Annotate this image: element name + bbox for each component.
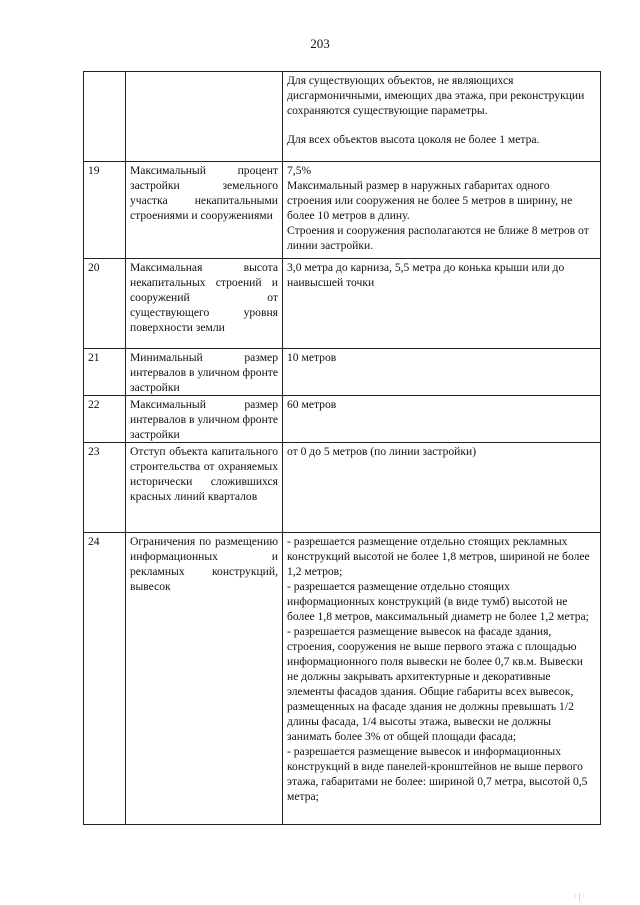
row-name: Максимальный размер интервалов в уличном фронте застройки bbox=[126, 396, 283, 443]
row-number-cell bbox=[84, 72, 126, 162]
row-value: 60 метров bbox=[283, 396, 601, 443]
table-row-continuation bbox=[84, 72, 601, 162]
row-value: - разрешается размещение отдельно стоящих рекламных конструкций высотой не более 1,8 метров, шириной не более 1,2 метров; - разрешается размещение отдельно стоящих информационных конструкций (в виде тумб) высотой не более 1,8 метров, максимальный диаметр не более 1,2 метра; - разрешается размещение вывесок на фасаде здания, строения, сооружения не выше первого этажа с площадью информационного поля вывески не более 0,7 кв.м. Вывески не должны закрывать архитектурные и декоративные элементы фасадов здания. Общие габариты всех вывесок, размещенных на фасаде здания не должны превышать 1/2 длины фасада, 1/4 высоты этажа, вывески не должны занимать более 3% от общей площади фасада; - разрешается размещение вывесок и информационных конструкций в виде панелей-кронштейнов не выше первого этажа, габаритами не более: шириной 0,7 метра, высотой 0,5 метра; bbox=[283, 533, 601, 825]
table-row bbox=[84, 349, 601, 396]
regulations-table bbox=[83, 71, 601, 825]
row-number: 22 bbox=[84, 396, 126, 443]
row-name: Максимальный процент застройки земельного участка некапитальными строениями и сооружениями bbox=[126, 162, 283, 259]
row-number: 20 bbox=[84, 259, 126, 349]
row-value-cell bbox=[283, 72, 601, 162]
row-number: 24 bbox=[84, 533, 126, 825]
scan-artifact: · | · bbox=[574, 892, 585, 901]
row-value: 3,0 метра до карниза, 5,5 метра до конька крыши или до наивысшей точки bbox=[283, 259, 601, 349]
table-row bbox=[84, 396, 601, 443]
row-value: от 0 до 5 метров (по линии застройки) bbox=[283, 443, 601, 533]
table-row bbox=[84, 259, 601, 349]
table-row bbox=[84, 162, 601, 259]
row-name-cell bbox=[126, 72, 283, 162]
row-value: 7,5% Максимальный размер в наружных габаритах одного строения или сооружения не более 5 метров в ширину, не более 10 метров в длину. Строения и сооружения располагаются не ближе 8 метров от линии застройки. bbox=[283, 162, 601, 259]
continuation-text-2: Для всех объектов высота цоколя не более 1 метра. bbox=[287, 133, 540, 146]
table-row bbox=[84, 533, 601, 825]
page-number: 203 bbox=[310, 36, 330, 51]
row-number: 23 bbox=[84, 443, 126, 533]
row-name: Минимальный размер интервалов в уличном фронте застройки bbox=[126, 349, 283, 396]
table-row bbox=[84, 443, 601, 533]
row-value: 10 метров bbox=[283, 349, 601, 396]
row-number: 21 bbox=[84, 349, 126, 396]
row-name: Отступ объекта капитального строительства от охраняемых исторически сложившихся красных линий кварталов bbox=[126, 443, 283, 533]
row-name: Ограничения по размещению информационных и рекламных конструкций, вывесок bbox=[126, 533, 283, 825]
row-name: Максимальная высота некапитальных строений и сооружений от существующего уровня поверхности земли bbox=[126, 259, 283, 349]
continuation-text: Для существующих объектов, не являющихся дисгармоничными, имеющих два этажа, при реконструкции сохраняются существующие параметры. bbox=[287, 74, 585, 117]
row-number: 19 bbox=[84, 162, 126, 259]
